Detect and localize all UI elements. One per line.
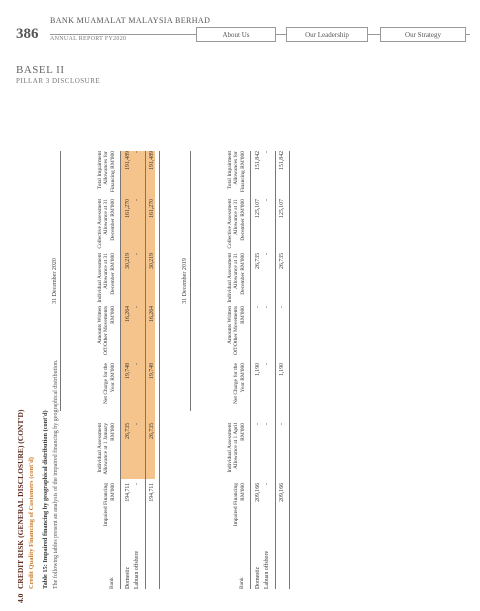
section-subtitle: PILLAR 3 DISCLOSURE [16, 77, 101, 85]
table-cell: - [255, 306, 261, 308]
row-label: Domestic [255, 566, 261, 589]
nav-our-leadership-button[interactable]: Our Leadership [286, 27, 368, 42]
content-heading [16, 143, 25, 603]
column-header: Collective Assessment Allowance at 31 December RM'000 [226, 199, 246, 249]
table-cell: 26,735 [255, 253, 261, 269]
content-number: 4.0 [16, 593, 25, 603]
table-cell: 161,270 [125, 199, 131, 218]
year-underline [190, 151, 191, 411]
table-cell: - [134, 199, 140, 201]
total-cell: 26,735 [149, 423, 155, 439]
column-header: Total Impairment Allowances for Financing RM'000 [96, 151, 116, 193]
table-cell: - [134, 253, 140, 255]
total-rule-bottom [289, 151, 290, 589]
table-description: The following tables present an analysis of the impaired financing by geographical distribution. [53, 359, 59, 589]
total-cell: 191,489 [149, 151, 155, 170]
total-cell: 125,107 [279, 199, 285, 218]
table-cell: - [134, 363, 140, 365]
column-header: Bank [109, 577, 115, 589]
table-cell: - [134, 483, 140, 485]
column-header: Individual Assessment Allowance at 1 April RM'000 [226, 423, 246, 473]
column-header: Net Charge for the Year RM'000 [233, 363, 246, 404]
year-header: 31 December 2019 [182, 258, 188, 304]
table-cell: 151,842 [255, 151, 261, 170]
nav-our-strategy-button[interactable]: Our Strategy [380, 27, 466, 42]
total-cell: - [279, 306, 285, 308]
column-header: Impaired Financing RM'000 [233, 483, 246, 527]
table-cell: - [264, 423, 270, 425]
content-title: CREDIT RISK (GENERAL DISCLOSURE) (CONT'D) [16, 409, 25, 589]
content-subtitle: Credit Quality Financing of Customers (cont'd) [28, 457, 35, 589]
table-header-rule [250, 151, 251, 589]
table-cell: - [264, 363, 270, 365]
table-cell: - [134, 151, 140, 153]
table-cell: - [255, 423, 261, 425]
column-header: Amounts Written Off/Other Movements RM'000 [96, 306, 116, 355]
total-cell: 19,748 [149, 363, 155, 379]
row-label: Labuan offshore [264, 550, 270, 589]
column-header: Individual Assessment Allowance at 31 December RM'000 [226, 253, 246, 303]
company-name: BANK MUAMALAT MALAYSIA BERHAD [50, 16, 211, 25]
table-cell: 125,107 [255, 199, 261, 218]
total-cell: 151,842 [279, 151, 285, 170]
table-cell: - [264, 306, 270, 308]
table-cell: 19,748 [125, 363, 131, 379]
table-cell: - [134, 306, 140, 308]
column-header: Impaired Financing RM'000 [103, 483, 116, 527]
table-cell: 1,190 [255, 363, 261, 377]
total-cell: 1,190 [279, 363, 285, 377]
table-cell: - [264, 253, 270, 255]
table-cell: - [134, 423, 140, 425]
column-header: Individual Assessment Allowance at 1 January RM'000 [96, 423, 116, 475]
year-underline [60, 151, 61, 411]
table-cell: - [264, 483, 270, 485]
section-title: BASEL II [16, 64, 65, 76]
total-cell: 26,735 [279, 253, 285, 269]
table-cell: 26,735 [125, 423, 131, 439]
table-title: Table 15: Impaired financing by geographical distribution (cont'd) [42, 410, 49, 589]
column-header: Net Charge for the Year RM'000 [103, 363, 116, 404]
total-rule-top [275, 151, 276, 589]
total-cell: - [279, 423, 285, 425]
total-cell: 161,270 [149, 199, 155, 218]
total-cell: 16,264 [149, 306, 155, 322]
table-cell: 209,166 [255, 483, 261, 502]
column-header: Total Impairment Allowances for Financing RM'000 [226, 151, 246, 193]
column-header: Bank [239, 577, 245, 589]
column-header: Amounts Written Off/Other Movements RM'000 [226, 306, 246, 355]
table-cell: 16,264 [125, 306, 131, 322]
row-label: Domestic [125, 566, 131, 589]
total-cell: 209,166 [279, 483, 285, 502]
rotated-content [0, 141, 310, 611]
report-name: ANNUAL REPORT FY2020 [50, 36, 127, 42]
table-cell: - [264, 199, 270, 201]
page-number: 386 [16, 26, 39, 42]
total-rule-top [145, 151, 146, 589]
table-cell: - [264, 151, 270, 153]
column-header: Individual Assessment Allowance at 31 December RM'000 [96, 253, 116, 303]
table-cell: 194,711 [125, 483, 131, 502]
column-header: Collective Assessment Allowance at 31 December RM'000 [96, 199, 116, 249]
table-cell: 30,219 [125, 253, 131, 269]
total-cell: 30,219 [149, 253, 155, 269]
year-header: 31 December 2020 [52, 258, 58, 304]
row-label: Labuan offshore [134, 550, 140, 589]
total-rule-bottom [159, 151, 160, 589]
table-cell: 191,489 [125, 151, 131, 170]
total-cell: 194,711 [149, 483, 155, 502]
nav-about-us-button[interactable]: About Us [196, 27, 276, 42]
